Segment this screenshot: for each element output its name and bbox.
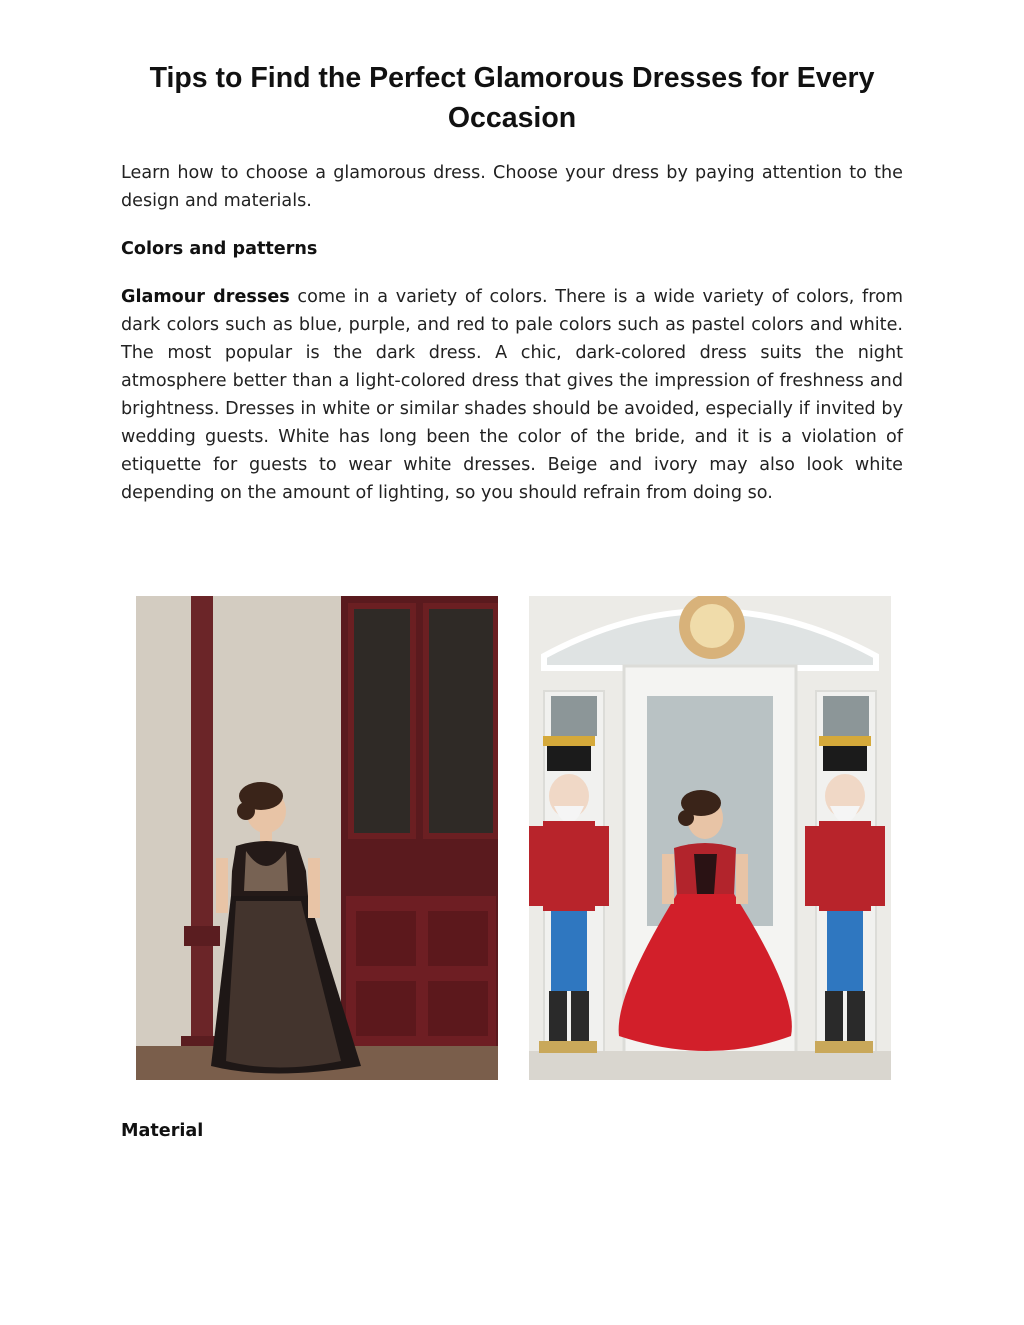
colors-paragraph-body: come in a variety of colors. There is a wide variety of colors, from dark colors such as blue, purple, and red to pale colors such as pastel colors and white. The most popular is the dark dress. A chic, dark-colored dress suits the night atmosphere better than a light-colored dress that gives the impression of freshness and brightness. Dresses in white or similar shades should be avoided, especially if invited by wedding guests. White has long been the color of the bride, and it is a violation of etiquette for guests to wear white dresses. Beige and ivory may also look white depending on the amount of lighting, so you should refrain from doing so. xyxy=(121,287,903,503)
photo-black-lace-dress xyxy=(136,596,498,1080)
intro-paragraph: Learn how to choose a glamorous dress. Choose your dress by paying attention to the design and materials. xyxy=(121,163,903,211)
photo-red-tulle-dress xyxy=(529,596,891,1080)
page-title: Tips to Find the Perfect Glamorous Dresses for Every Occasion xyxy=(149,62,875,134)
section-heading-material: Material xyxy=(121,1121,204,1141)
bold-keyword-glamour-dresses: Glamour dresses xyxy=(121,287,290,307)
section-heading-colors: Colors and patterns xyxy=(121,239,318,259)
colors-paragraph xyxy=(121,283,903,507)
